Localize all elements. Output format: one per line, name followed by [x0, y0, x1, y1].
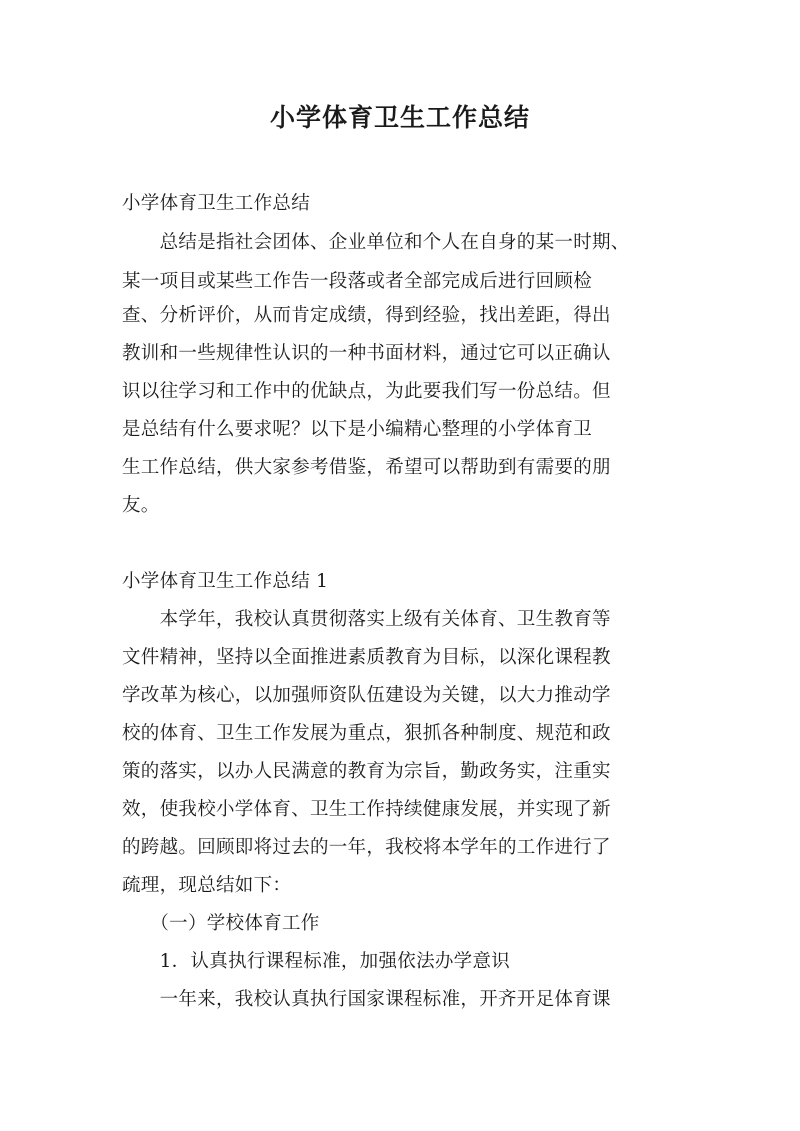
paragraph-line: 疏理，现总结如下：: [122, 875, 292, 896]
paragraph-line: 学改革为核心，以加强师资队伍建设为关键，以大力推动学: [122, 685, 611, 706]
paragraph-line: 友。: [122, 495, 160, 516]
paragraph-line: 是总结有什么要求呢？以下是小编精心整理的小学体育卫: [122, 419, 593, 440]
paragraph-line: 效，使我校小学体育、卫生工作持续健康发展，并实现了新: [122, 799, 611, 820]
subsection-heading: （一）学校体育工作: [122, 913, 320, 934]
paragraph-line: 教训和一些规律性认识的一种书面材料，通过它可以正确认: [122, 343, 611, 364]
document-title: 小学体育卫生工作总结: [269, 103, 530, 132]
section-heading: 小学体育卫生工作总结: [122, 193, 311, 214]
paragraph-line: 总结是指社会团体、企业单位和个人在自身的某一时期、: [122, 232, 630, 253]
section-heading: 小学体育卫生工作总结 1: [122, 571, 329, 592]
paragraph-line: 查、分析评价，从而肯定成绩，得到经验，找出差距，得出: [122, 305, 611, 326]
paragraph-line: 一年来，我校认真执行国家课程标准，开齐开足体育课: [122, 989, 611, 1010]
paragraph-line: 策的落实，以办人民满意的教育为宗旨，勤政务实，注重实: [122, 761, 611, 782]
paragraph-line: 的跨越。回顾即将过去的一年，我校将本学年的工作进行了: [122, 837, 611, 858]
paragraph-line: 校的体育、卫生工作发展为重点，狠抓各种制度、规范和政: [122, 723, 611, 744]
paragraph-line: 某一项目或某些工作告一段落或者全部完成后进行回顾检: [122, 271, 593, 292]
paragraph-line: 本学年，我校认真贯彻落实上级有关体育、卫生教育等: [122, 609, 611, 630]
paragraph-line: 生工作总结，供大家参考借鉴，希望可以帮助到有需要的朋: [122, 457, 611, 478]
paragraph-line: 文件精神，坚持以全面推进素质教育为目标，以深化课程教: [122, 647, 611, 668]
paragraph-line: 识以往学习和工作中的优缺点，为此要我们写一份总结。但: [122, 381, 611, 402]
subsection-heading: 1．认真执行课程标准，加强依法办学意识: [122, 951, 511, 972]
